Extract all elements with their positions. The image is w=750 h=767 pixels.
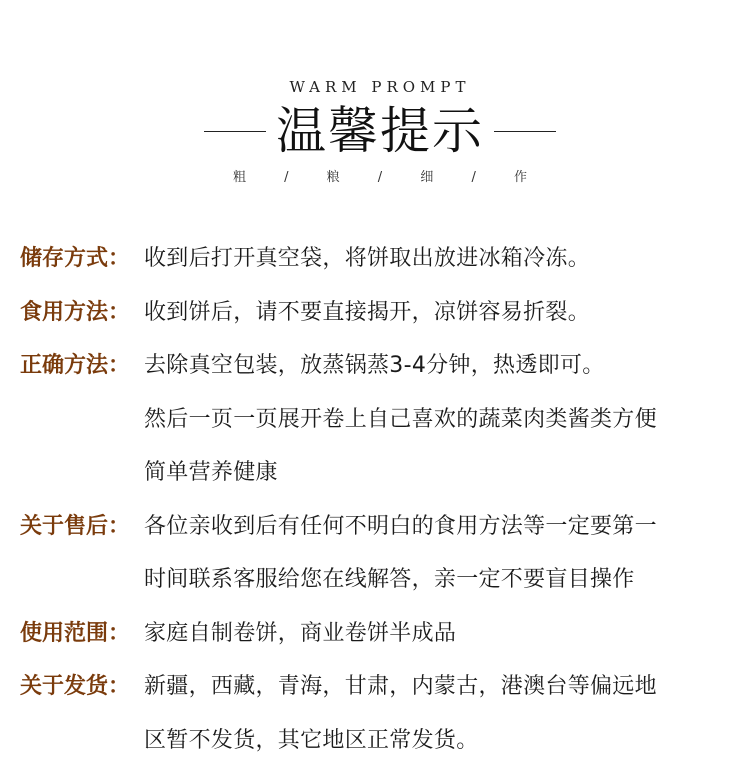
note-text [144,607,740,661]
note-line: 时间联系客服给您在线解答，亲一定不要盲目操作 [144,553,740,607]
note-text [144,660,740,767]
tagline-separator: / [378,170,382,185]
note-correct-method [20,339,740,500]
note-text [144,339,740,500]
note-storage [20,232,740,286]
header [0,0,750,200]
tagline-char: 作 [514,170,527,185]
tagline-char: 粗 [233,170,246,185]
notes-list [20,232,740,767]
note-label: 食用方法： [20,286,144,340]
note-text [144,286,740,340]
note-line: 新疆，西藏，青海，甘肃，内蒙古，港澳台等偏远地 [144,660,740,714]
note-line: 家庭自制卷饼，商业卷饼半成品 [144,607,740,661]
note-line: 收到饼后，请不要直接揭开，凉饼容易折裂。 [144,286,740,340]
note-shipping [20,660,740,767]
note-label: 关于售后： [20,500,144,554]
note-label: 正确方法： [20,339,144,393]
subtitle-en: WARM PROMPT [0,78,750,96]
note-line: 简单营养健康 [144,446,740,500]
tagline-separator: / [284,170,288,185]
note-line: 收到后打开真空袋，将饼取出放进冰箱冷冻。 [144,232,740,286]
note-label: 关于发货： [20,660,144,714]
tagline-separator: / [471,170,475,185]
note-line: 各位亲收到后有任何不明白的食用方法等一定要第一 [144,500,740,554]
note-label: 储存方式： [20,232,144,286]
note-after-sales [20,500,740,607]
title-row [0,100,750,162]
note-usage [20,286,740,340]
note-line: 去除真空包装，放蒸锅蒸3-4分钟，热透即可。 [144,339,740,393]
note-text [144,232,740,286]
note-line: 区暂不发货，其它地区正常发货。 [144,714,740,767]
note-text [144,500,740,607]
tagline [0,166,750,185]
page-title: 温馨提示 [276,100,484,162]
note-scope [20,607,740,661]
title-divider-left [204,131,266,132]
tagline-char: 细 [420,170,433,185]
title-divider-right [494,131,556,132]
note-line: 然后一页一页展开卷上自己喜欢的蔬菜肉类酱类方便 [144,393,740,447]
tagline-char: 粮 [327,170,340,185]
note-label: 使用范围： [20,607,144,661]
